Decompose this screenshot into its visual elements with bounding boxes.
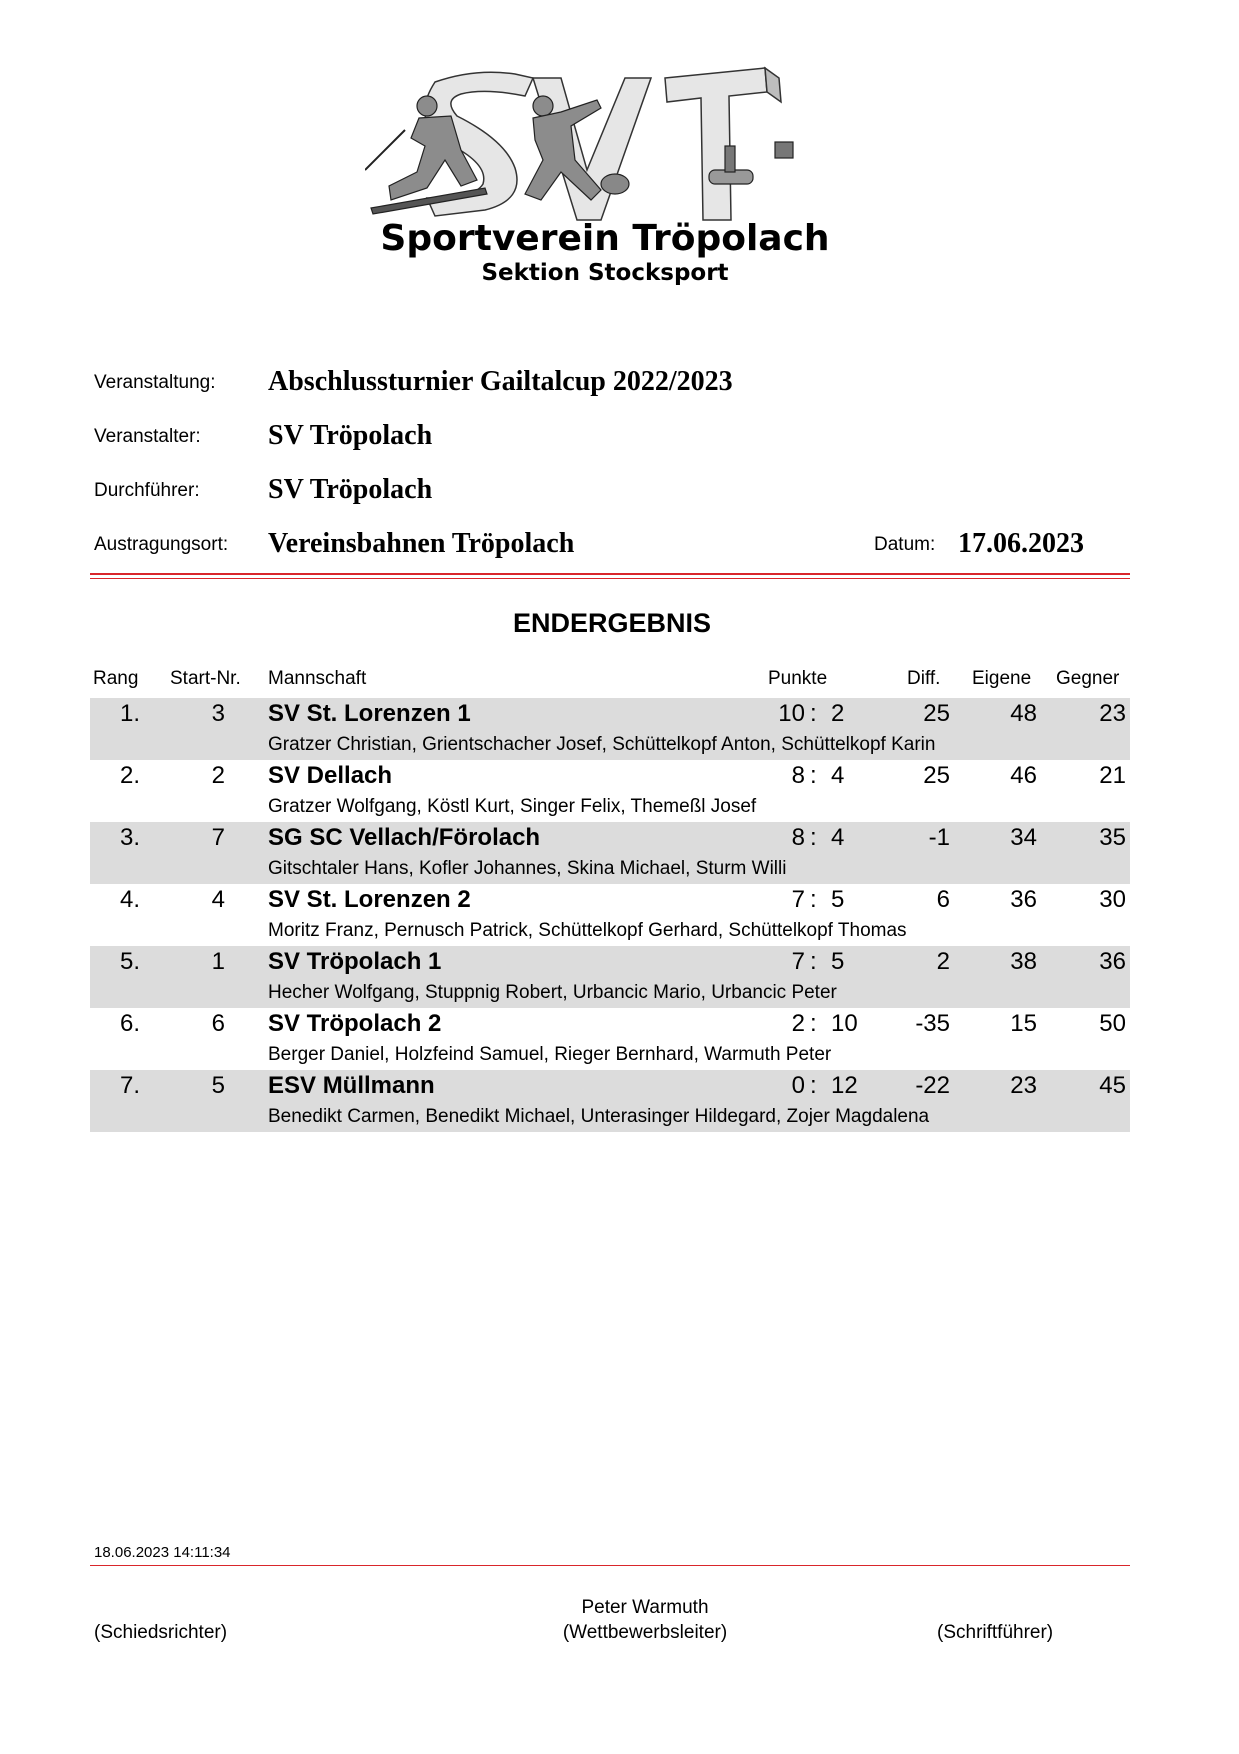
points-for: 10	[778, 700, 805, 727]
footer-divider	[90, 1565, 1130, 1566]
label-austragungsort: Austragungsort:	[94, 534, 229, 555]
rang: 1.	[119, 700, 140, 727]
eigene: 36	[1010, 886, 1037, 913]
rang: 3.	[119, 824, 140, 851]
eigene: 38	[1010, 948, 1037, 975]
team-members: Moritz Franz, Pernusch Patrick, Schüttelkopf Gerhard, Schüttelkopf Thomas	[268, 920, 907, 941]
table-row	[90, 1008, 1130, 1070]
value-austragungsort: Vereinsbahnen Tröpolach	[268, 528, 575, 559]
rang: 7.	[119, 1072, 140, 1099]
gegner: 23	[1099, 700, 1126, 727]
header-start-nr: Start-Nr.	[170, 668, 241, 689]
rang: 4.	[119, 886, 140, 913]
eigene: 15	[1010, 1010, 1037, 1037]
header-gegner: Gegner	[1056, 668, 1120, 689]
team-name: SV St. Lorenzen 1	[268, 700, 471, 727]
header-diff: Diff.	[907, 668, 941, 689]
gegner: 45	[1099, 1072, 1126, 1099]
club-logo	[365, 60, 845, 295]
team-members: Berger Daniel, Holzfeind Samuel, Rieger Bernhard, Warmuth Peter	[268, 1044, 832, 1065]
points-separator: :	[810, 762, 817, 789]
table-row	[90, 760, 1130, 822]
table-header	[90, 668, 1130, 698]
signature-schriftfuehrer: (Schriftführer)	[937, 1622, 1054, 1643]
points-for: 0	[791, 1072, 805, 1099]
start-nr: 4	[211, 886, 225, 913]
logo-section-name: Sektion Stocksport	[481, 260, 729, 286]
team-name: SV Dellach	[268, 762, 393, 789]
header-punkte: Punkte	[768, 668, 828, 689]
signature-schiedsrichter: (Schiedsrichter)	[94, 1622, 228, 1643]
eigene: 23	[1010, 1072, 1037, 1099]
points-separator: :	[810, 886, 817, 913]
table-row	[90, 698, 1130, 760]
wettbewerbsleiter-name: Peter Warmuth	[581, 1597, 709, 1618]
points-for: 8	[791, 824, 805, 851]
header-mannschaft: Mannschaft	[268, 668, 367, 689]
points-against: 4	[831, 824, 845, 851]
signature-wettbewerbsleiter: (Wettbewerbsleiter)	[562, 1622, 728, 1643]
points-against: 5	[831, 948, 845, 975]
value-veranstaltung: Abschlussturnier Gailtalcup 2022/2023	[268, 366, 733, 397]
value-durchfuehrer: SV Tröpolach	[268, 474, 433, 505]
table-row	[90, 822, 1130, 884]
team-name: ESV Müllmann	[268, 1072, 435, 1099]
team-members: Gratzer Wolfgang, Köstl Kurt, Singer Felix, Themeßl Josef	[268, 796, 757, 817]
print-timestamp: 18.06.2023 14:11:34	[94, 1544, 231, 1561]
points-against: 12	[831, 1072, 858, 1099]
points-separator: :	[810, 1010, 817, 1037]
team-name: SV Tröpolach 1	[268, 948, 442, 975]
points-against: 10	[831, 1010, 858, 1037]
logo-club-name: Sportverein Tröpolach	[380, 218, 830, 259]
team-members: Hecher Wolfgang, Stuppnig Robert, Urbancic Mario, Urbancic Peter	[268, 982, 837, 1003]
table-row	[90, 884, 1130, 946]
info-row-austragungsort	[94, 522, 1124, 562]
label-durchfuehrer: Durchführer:	[94, 480, 200, 501]
diff: 25	[923, 700, 950, 727]
points-separator: :	[810, 1072, 817, 1099]
header-rang: Rang	[93, 668, 139, 689]
header-divider-bottom	[90, 578, 1130, 579]
points-separator: :	[810, 948, 817, 975]
gegner: 50	[1099, 1010, 1126, 1037]
gegner: 36	[1099, 948, 1126, 975]
page-title: ENDERGEBNIS	[512, 608, 712, 638]
team-members: Benedikt Carmen, Benedikt Michael, Unterasinger Hildegard, Zojer Magdalena	[268, 1106, 930, 1127]
points-for: 8	[791, 762, 805, 789]
team-members: Gratzer Christian, Grientschacher Josef, Schüttelkopf Anton, Schüttelkopf Karin	[268, 734, 936, 755]
diff: -22	[915, 1072, 950, 1099]
points-against: 2	[831, 700, 845, 727]
team-members: Gitschtaler Hans, Kofler Johannes, Skina Michael, Sturm Willi	[268, 858, 787, 879]
points-for: 7	[791, 948, 805, 975]
diff: 25	[923, 762, 950, 789]
gegner: 21	[1099, 762, 1126, 789]
team-name: SG SC Vellach/Förolach	[268, 824, 541, 851]
eigene: 34	[1010, 824, 1037, 851]
start-nr: 1	[211, 948, 225, 975]
team-name: SV Tröpolach 2	[268, 1010, 442, 1037]
gegner: 35	[1099, 824, 1126, 851]
eigene: 48	[1010, 700, 1037, 727]
header-eigene: Eigene	[972, 668, 1032, 689]
gegner: 30	[1099, 886, 1126, 913]
diff: 2	[936, 948, 950, 975]
table-row	[90, 946, 1130, 1008]
label-veranstaltung: Veranstaltung:	[94, 372, 216, 393]
diff: 6	[936, 886, 950, 913]
value-veranstalter: SV Tröpolach	[268, 420, 433, 451]
start-nr: 3	[211, 700, 225, 727]
start-nr: 5	[211, 1072, 225, 1099]
eigene: 46	[1010, 762, 1037, 789]
label-veranstalter: Veranstalter:	[94, 426, 201, 447]
results-table	[90, 668, 1130, 1132]
points-for: 2	[791, 1010, 805, 1037]
rang: 5.	[119, 948, 140, 975]
points-separator: :	[810, 824, 817, 851]
info-row-durchfuehrer	[94, 468, 1124, 508]
table-row	[90, 1070, 1130, 1132]
points-against: 4	[831, 762, 845, 789]
info-row-veranstalter	[94, 414, 1124, 454]
header-divider-top	[90, 573, 1130, 575]
start-nr: 7	[211, 824, 225, 851]
points-for: 7	[791, 886, 805, 913]
rang: 2.	[119, 762, 140, 789]
start-nr: 6	[211, 1010, 225, 1037]
diff: -1	[928, 824, 950, 851]
info-row-veranstaltung	[94, 360, 1124, 400]
team-name: SV St. Lorenzen 2	[268, 886, 471, 913]
value-datum: 17.06.2023	[958, 528, 1084, 559]
diff: -35	[915, 1010, 950, 1037]
rang: 6.	[119, 1010, 140, 1037]
points-against: 5	[831, 886, 845, 913]
points-separator: :	[810, 700, 817, 727]
label-datum: Datum:	[874, 534, 936, 555]
start-nr: 2	[211, 762, 225, 789]
